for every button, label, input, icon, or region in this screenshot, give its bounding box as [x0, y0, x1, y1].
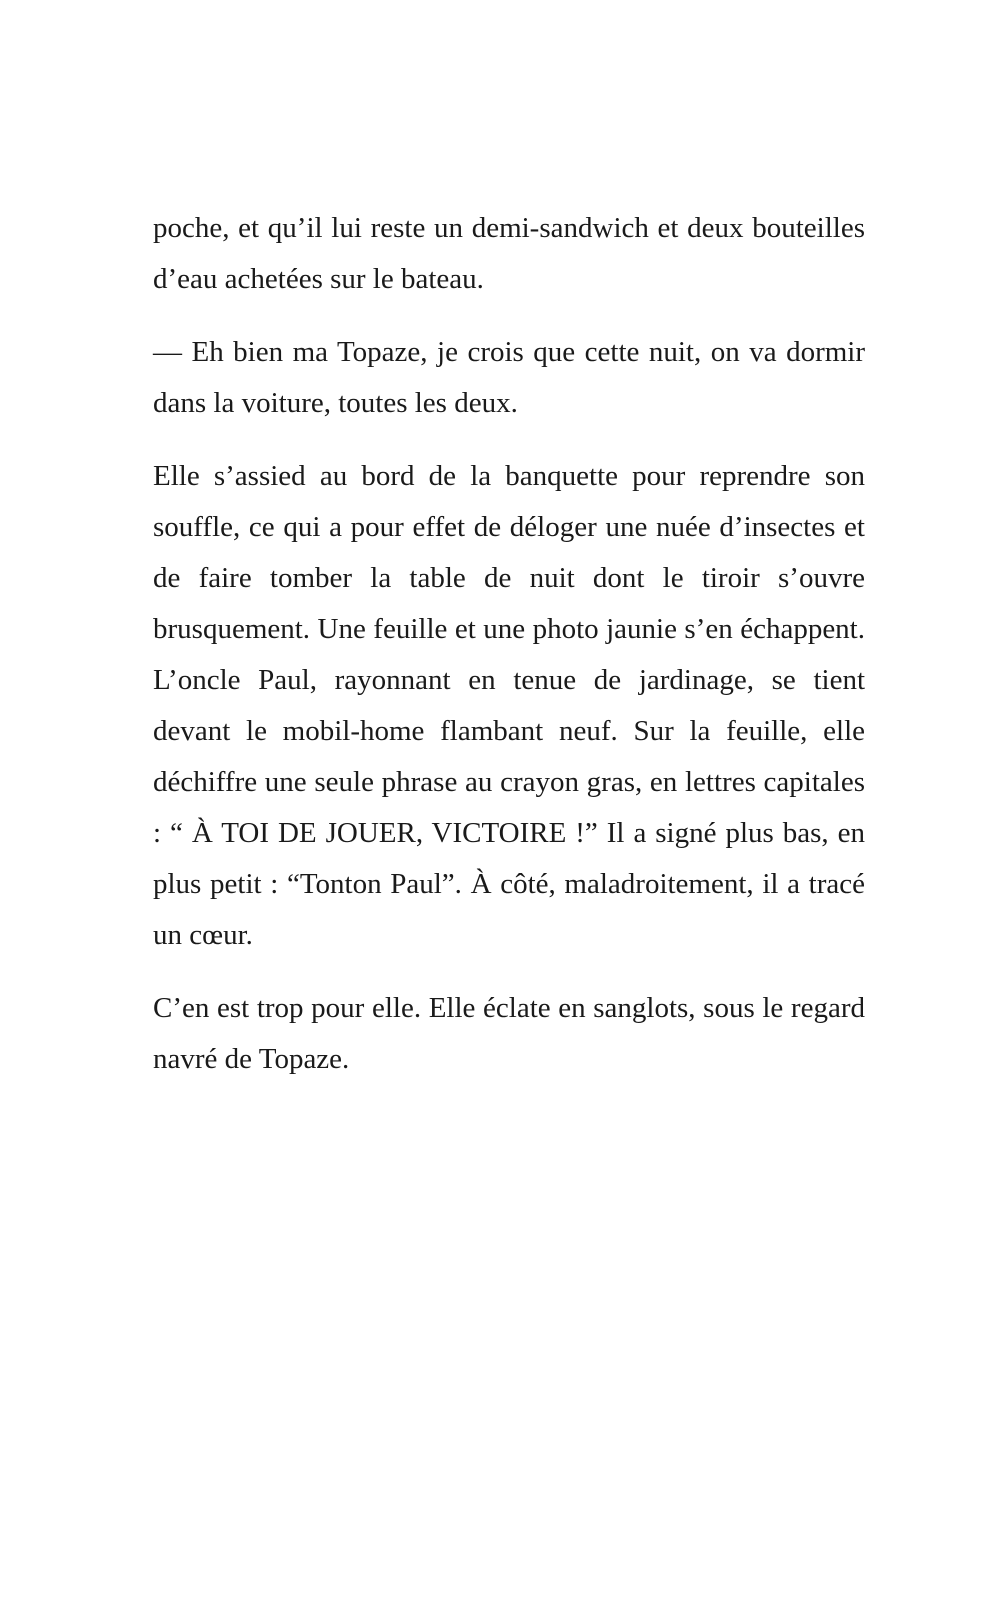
paragraph-narrative: Elle s’assied au bord de la banquette pour reprendre son souffle, ce qui a pour effet de déloger une nuée d’insectes et de faire tomber la table de nuit dont le tiroir s’ouvre brusquement. Une feuille et une photo jaunie s’en échappent. L’oncle Paul, rayonnant en tenue de jardinage, se tient devant le mobil-home flambant neuf. Sur la feuille, elle déchiffre une seule phrase au crayon gras, en lettres capitales : “ À TOI DE JOUER, VICTOIRE !” Il a signé plus bas, en plus petit : “Tonton Paul”. À côté, maladroitement, il a tracé un cœur. [153, 460, 865, 951]
paragraph-closing: C’en est trop pour elle. Elle éclate en sanglots, sous le regard navré de Topaze. [153, 992, 865, 1075]
page-body-text [153, 203, 865, 1107]
paragraph-dialogue: — Eh bien ma Topaze, je crois que cette nuit, on va dormir dans la voiture, toutes les deux. [153, 336, 865, 419]
paragraph-continuation: poche, et qu’il lui reste un demi-sandwich et deux bouteilles d’eau achetées sur le bateau. [153, 212, 865, 295]
